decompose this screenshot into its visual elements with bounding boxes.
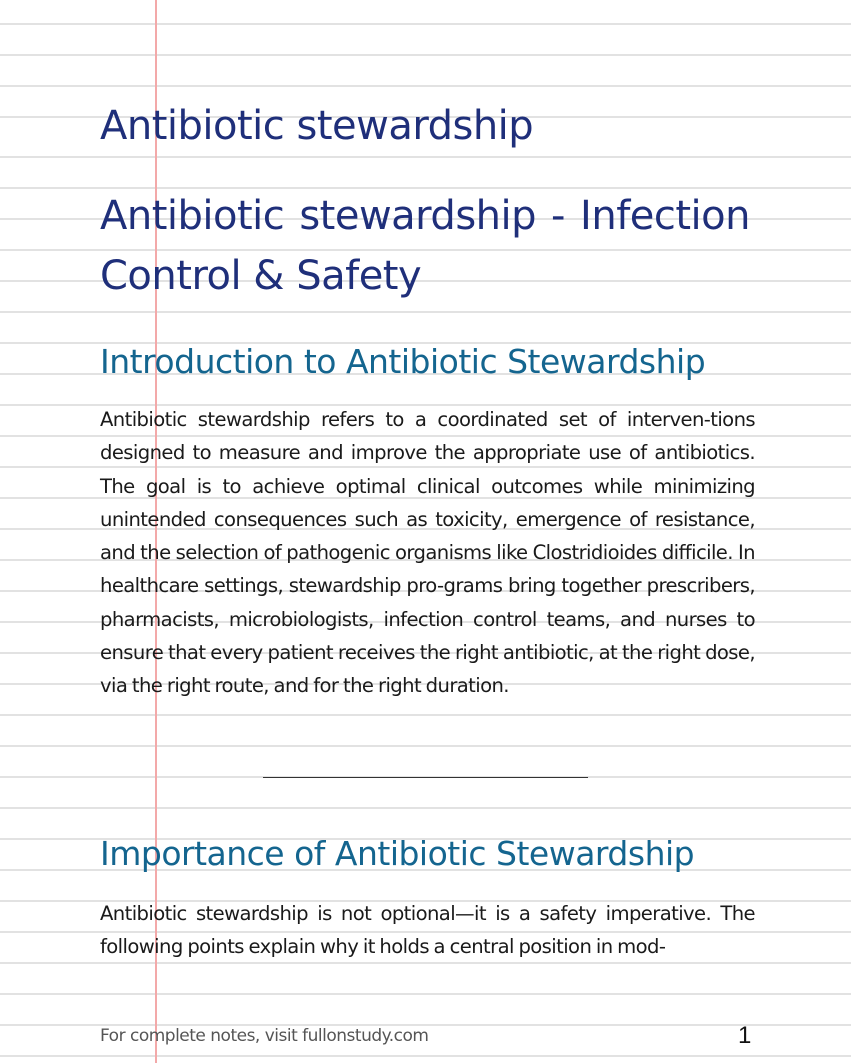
page-number: 1	[738, 1022, 752, 1049]
section-divider	[263, 777, 588, 778]
document-title: Antibiotic stewardship	[100, 103, 534, 149]
section-paragraph-importance: Antibiotic stewardship is not optional—it is a safety imperative. The following points explain why it holds a central position in mod-	[100, 902, 755, 959]
document-subtitle: Antibiotic stewardship - Infection Control & Safety	[100, 193, 750, 299]
section-heading-importance: Importance of Antibiotic Stewardship	[100, 834, 695, 873]
footer-note: For complete notes, visit fullonstudy.com	[100, 1026, 429, 1046]
section-paragraph-introduction: Antibiotic stewardship refers to a coordinated set of interven-tions designed to measure and improve the appropriate use of antibiotics. The goal is to achieve optimal clinical outcomes while minimizing unintended consequences such as toxicity, emergence of resistance, and the selection of pathogenic organisms like Clostridioides difficile. In healthcare settings, stewardship pro-grams bring together prescribers, pharmacists, microbiologists, infection control teams, and nurses to ensure that every patient receives the right antibiotic, at the right dose, via the right route, and for the right duration.	[100, 408, 755, 698]
section-heading-introduction: Introduction to Antibiotic Stewardship	[100, 342, 706, 381]
